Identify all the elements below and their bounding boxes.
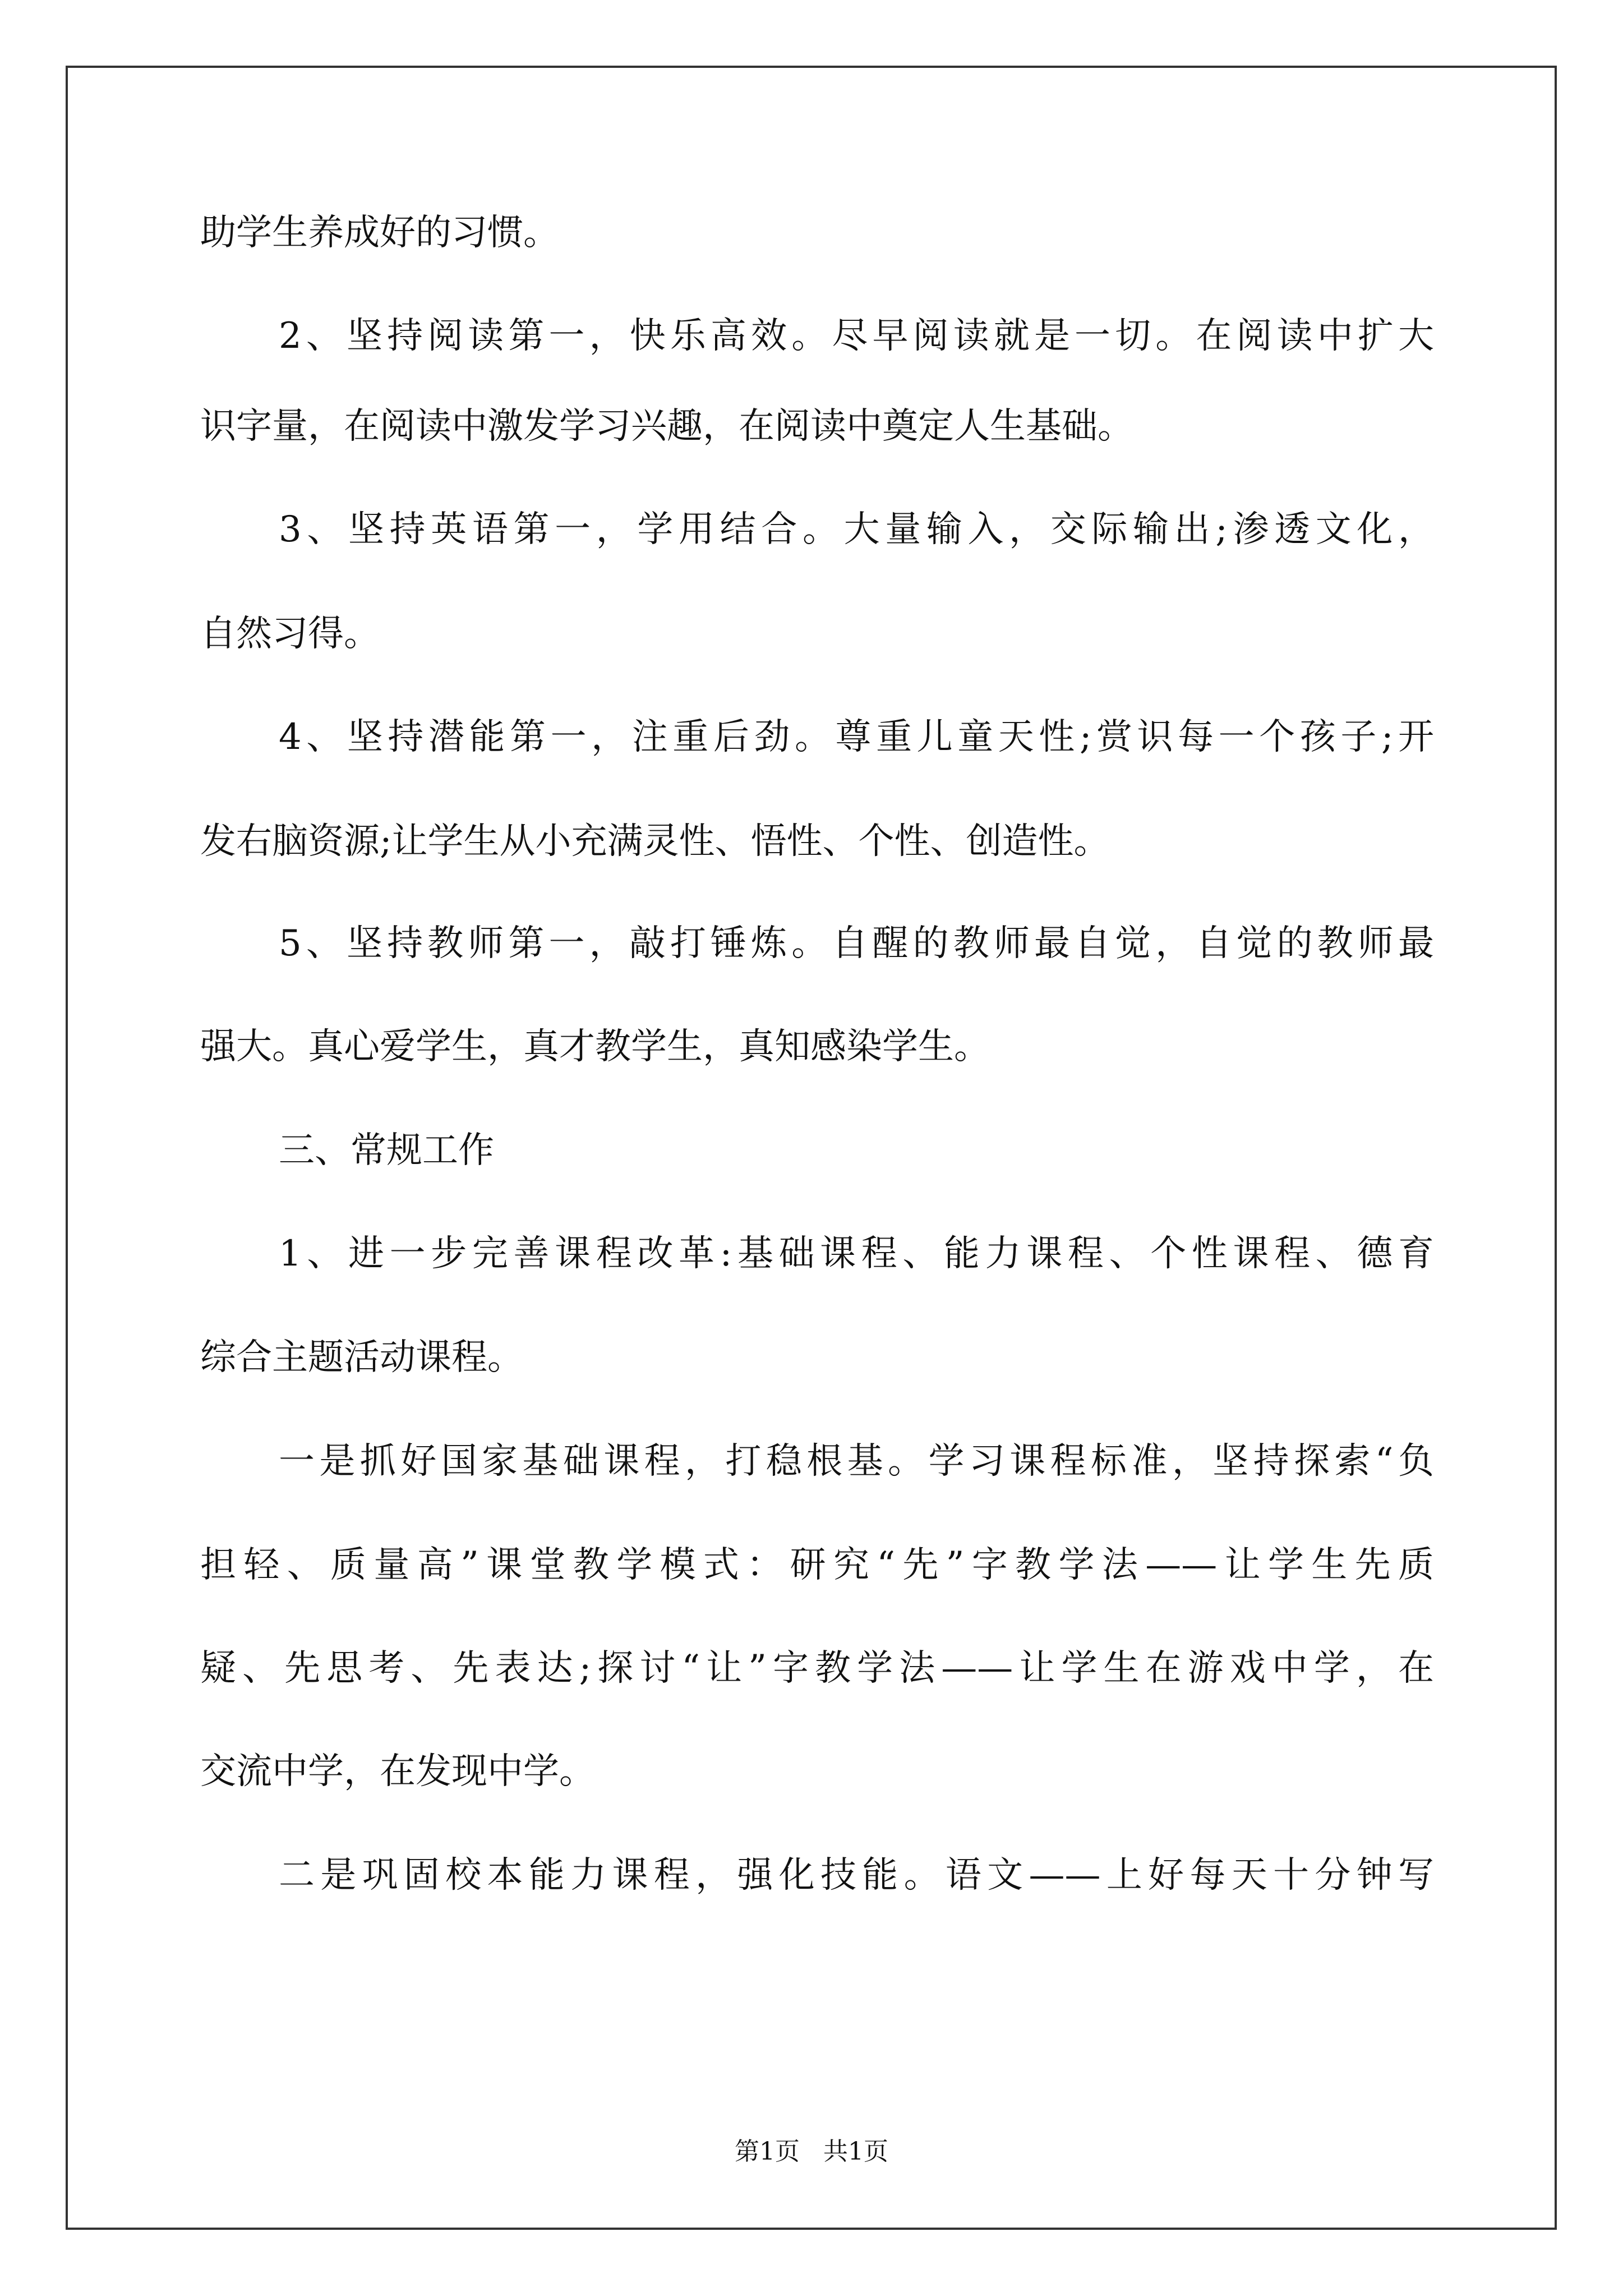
- paragraph-line: 发右脑资源;让学生从小充满灵性、悟性、个性、创造性。: [200, 821, 1110, 862]
- paragraph-line: 综合主题活动课程。: [200, 1337, 523, 1378]
- paragraph-line: 强大。真心爱学生，真才教学生，真知感染学生。: [200, 1026, 990, 1068]
- paragraph-line: 担轻、质量高”课堂教学模式：研究“先”字教学法——让学生先质: [200, 1544, 1434, 1586]
- paragraph-line: 二是巩固校本能力课程，强化技能。语文——上好每天十分钟写: [279, 1855, 1434, 1896]
- paragraph-line: 识字量，在阅读中激发学习兴趣，在阅读中奠定人生基础。: [200, 406, 1133, 447]
- paragraph-line: 一是抓好国家基础课程，打稳根基。学习课程标准，坚持探索“负: [279, 1441, 1434, 1482]
- paragraph-line: 1、进一步完善课程改革:基础课程、能力课程、个性课程、德育: [279, 1233, 1434, 1274]
- paragraph-line: 自然习得。: [200, 613, 380, 655]
- paragraph-line: 助学生养成好的习惯。: [200, 212, 559, 254]
- page-footer: 第1页 共1页: [735, 2137, 888, 2166]
- section-heading: 三、常规工作: [279, 1130, 494, 1171]
- paragraph-line: 2、坚持阅读第一，快乐高效。尽早阅读就是一切。在阅读中扩大: [279, 315, 1434, 357]
- paragraph-line: 疑、先思考、先表达;探讨“让”字教学法——让学生在游戏中学，在: [200, 1648, 1434, 1689]
- paragraph-line: 4、坚持潜能第一，注重后劲。尊重儿童天性;赏识每一个孩子;开: [279, 716, 1434, 758]
- paragraph-line: 5、坚持教师第一，敲打锤炼。自醒的教师最自觉，自觉的教师最: [279, 923, 1434, 964]
- paragraph-line: 3、坚持英语第一，学用结合。大量输入，交际输出;渗透文化，: [279, 509, 1434, 550]
- paragraph-line: 交流中学，在发现中学。: [200, 1751, 595, 1792]
